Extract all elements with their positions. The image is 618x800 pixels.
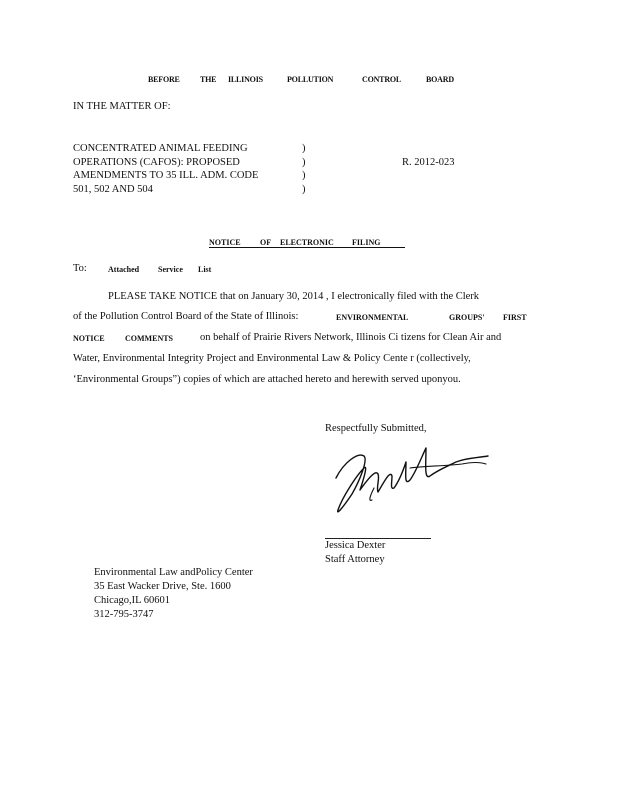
matter-line: IN THE MATTER OF:	[73, 101, 171, 112]
body-line-2: of the Pollution Control Board of the State of Illinois:	[73, 311, 299, 322]
body-line-1: PLEASE TAKE NOTICE that on January 30, 2014 , I electronically filed with the Clerk	[108, 291, 480, 302]
notice-title-underline	[209, 247, 405, 248]
notice-title-of: OF	[260, 238, 272, 247]
body-comments: COMMENTS	[125, 334, 173, 343]
body-notice: NOTICE	[73, 334, 105, 343]
signer-name: Jessica Dexter	[325, 540, 386, 551]
caption-paren-4: )	[302, 183, 306, 195]
caption-paren-1: )	[302, 143, 306, 154]
address-line-2: 35 East Wacker Drive, Ste. 1600	[94, 581, 231, 592]
closing: Respectfully Submitted,	[325, 423, 427, 434]
caption-line-4: 501, 502 AND 504	[73, 183, 153, 195]
body-line-3: on behalf of Prairie Rivers Network, Illinois Ci tizens for Clean Air and	[200, 332, 502, 343]
body-line-5: ‘Environmental Groups”) copies of which are attached hereto and herewith served uponyou.	[73, 374, 461, 385]
to-service: Service	[158, 265, 183, 274]
body-groups: GROUPS'	[449, 313, 485, 322]
header-the: THE	[200, 75, 217, 84]
address-line-1: Environmental Law andPolicy Center	[94, 567, 253, 578]
header-board: BOARD	[426, 75, 454, 84]
header-illinois: ILLINOIS	[228, 75, 263, 84]
address-line-3: Chicago,IL 60601	[94, 595, 171, 606]
body-env: ENVIRONMENTAL	[336, 313, 409, 322]
notice-title-notice: NOTICE	[209, 238, 241, 247]
to-list: List	[198, 265, 212, 274]
header-control: CONTROL	[362, 75, 402, 84]
caption-line-1: CONCENTRATED ANIMAL FEEDING	[73, 143, 248, 154]
address-phone: 312-795-3747	[94, 609, 154, 620]
caption-line-2: OPERATIONS (CAFOS): PROPOSED	[73, 156, 240, 168]
docket-number: R. 2012-023	[402, 156, 455, 168]
caption-paren-2: )	[302, 156, 306, 168]
body-first: FIRST	[503, 313, 527, 322]
caption-line-3: AMENDMENTS TO 35 ILL. ADM. CODE	[73, 170, 259, 181]
header-before: BEFORE	[148, 75, 180, 84]
to-attached: Attached	[108, 265, 140, 274]
body-line-4: Water, Environmental Integrity Project and Environmental Law & Policy Cente r (collectively,	[73, 353, 471, 364]
signature-image	[330, 440, 495, 520]
to-label: To:	[73, 263, 87, 274]
notice-title-filing: FILING	[352, 238, 381, 247]
signer-title: Staff Attorney	[325, 554, 385, 565]
notice-title-electronic: ELECTRONIC	[280, 238, 334, 247]
caption-paren-3: )	[302, 170, 306, 181]
signature-line	[325, 538, 431, 539]
header-pollution: POLLUTION	[287, 75, 334, 84]
